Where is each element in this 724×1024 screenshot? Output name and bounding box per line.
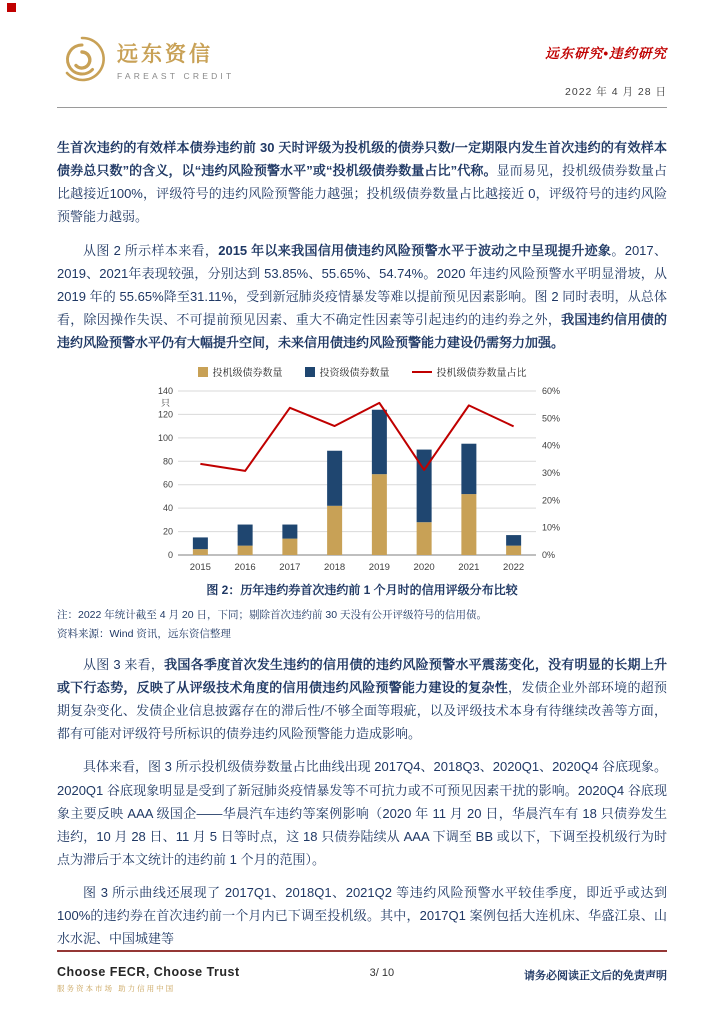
- svg-text:2017: 2017: [279, 562, 301, 574]
- text-run: 具体来看，图 3 所示投机级债券数量占比曲线出现 2017Q4、2018Q3、2020Q1、2020Q4 谷底现象。2020Q1 谷底现象明显是受到了新冠肺炎疫情暴发等不可抗力或不可预见因素干扰的影响。2020Q4 谷底现象主要反映 AAA 级国企——华晨汽车违约等案例影响（2020 年 11 月 20 日，华晨汽车有 18 只债券发生违约，10 月 28 日、11 月 5 日等时点，这 18 只债券陆续从 AAA 下调至 BB 或以下，下调至投机级行为时点为滞后于本文统计的违约前 1 个月的范围）。: [57, 759, 667, 867]
- stacked-bar-line-chart: [142, 381, 582, 577]
- company-logo: [57, 34, 234, 84]
- bar-speculative: [461, 494, 476, 555]
- paragraph: [57, 653, 667, 746]
- paragraph: [57, 755, 667, 871]
- text-run: 从图 3 来看，: [83, 656, 165, 672]
- figure-note-line-2: 资料来源：Wind 资讯，远东资信整理: [57, 627, 231, 640]
- svg-text:100: 100: [157, 432, 173, 443]
- svg-text:0%: 0%: [542, 550, 556, 561]
- body-paragraphs-bottom: [57, 653, 667, 951]
- report-header: [57, 0, 667, 99]
- text-run: 从图 2 所示样本来看，: [83, 242, 219, 258]
- bar-speculative: [193, 549, 208, 555]
- text-run: 生首次违约的有效样本债券违约前 30 天时评级为投机级的债券只数/一定期限内发生首次违约的有效样本债券总只数”的含义，以“违约风险预警水平”或“投机级债券数量占比”代称。: [57, 140, 667, 179]
- svg-text:60: 60: [162, 479, 173, 490]
- svg-text:只: 只: [160, 398, 170, 409]
- legend-item: [412, 364, 527, 379]
- legend-bar-swatch: [198, 367, 208, 377]
- svg-text:0: 0: [167, 550, 173, 561]
- report-date: 2022 年 4 月 28 日: [565, 86, 667, 98]
- bar-investment: [327, 451, 342, 506]
- text-run: 我国违约信用债的违约风险预警水平仍有大幅提升空间，未来信用债违约风险预警能力建设仍需努力加强。: [57, 311, 667, 350]
- legend-item: [198, 364, 283, 379]
- bar-speculative: [327, 506, 342, 555]
- logo-text: [117, 38, 234, 81]
- figure-caption: 图 2：历年违约券首次违约前 1 个月时的信用评级分布比较: [206, 583, 518, 598]
- report-series-title: 远东研究•违约研究: [545, 46, 667, 61]
- bar-speculative: [417, 522, 432, 555]
- bar-investment: [372, 410, 387, 474]
- text-run: ，发债企业外部环境的超预期复杂变化、发债企业信息披露存在的滞后性/不够全面等瑕疵，以及评级技术本身有待继续改善等方面，都有可能对评级符号所标识的债券违约风险预警能力造成影响。: [57, 680, 667, 742]
- text-run: 我国各季度首次发生违约的信用债的违约风险预警水平震荡变化，没有明显的长期上升或下行态势，反映了从评级技术角度的信用债违约风险预警能力建设的复杂性: [57, 656, 667, 695]
- bar-speculative: [372, 474, 387, 555]
- svg-text:2018: 2018: [324, 562, 346, 574]
- bar-speculative: [506, 546, 521, 555]
- footer-disclaimer: 请务必阅读正文后的免责声明: [524, 970, 667, 982]
- text-run: 图 3 所示曲线还展现了 2017Q1、2018Q1、2021Q2 等违约风险预警水平较佳季度，即近乎或达到 100%的违约券在首次违约前一个月内已下调至投机级。其中，2017Q1 案例包括大连机床、华盛江泉、山水水泥、中国城建等: [57, 885, 667, 947]
- footer-divider: [57, 950, 667, 952]
- legend-bar-swatch: [305, 367, 315, 377]
- logo-english-name: FAREAST CREDIT: [117, 70, 235, 81]
- svg-text:2021: 2021: [458, 562, 480, 574]
- page-number: 3/ 10: [369, 967, 395, 979]
- legend-label: 投机级债券数量占比: [436, 368, 527, 380]
- logo-chinese-name: 远东资信: [117, 42, 213, 66]
- text-run: 显而易见，投机级债券数量占比越接近100%，评级符号的违约风险预警能力越强；投机级债券数量占比越接近 0，评级符号的违约风险预警能力越弱。: [57, 163, 667, 225]
- bar-investment: [506, 535, 521, 546]
- report-footer: [57, 965, 667, 994]
- bar-investment: [193, 538, 208, 550]
- header-right: [545, 34, 667, 99]
- chart-wrap: [57, 381, 667, 577]
- logo-swirl-icon: [57, 34, 107, 84]
- body-paragraphs-top: [57, 136, 667, 354]
- bar-investment: [238, 525, 253, 546]
- svg-text:120: 120: [157, 409, 173, 420]
- svg-text:50%: 50%: [542, 413, 561, 424]
- svg-text:2019: 2019: [368, 562, 390, 574]
- svg-text:20: 20: [162, 526, 173, 537]
- footer-slogan: Choose FECR, Choose Trust: [57, 965, 240, 979]
- svg-text:10%: 10%: [542, 522, 561, 533]
- figure-notes: [57, 606, 667, 643]
- text-run: 。2017、2019、2021年表现较强，分别达到 53.85%、55.65%、54.74%。2020 年违约风险预警水平明显滑坡，从 2019 年的 55.65%降至31.11%，受到新冠肺炎疫情暴发等难以提前预见因素影响。图 2 同时表明，从总体看，除因操作失误、不可提前预见因素、重大不确定性因素等引起违约的违约券之外，: [57, 242, 667, 327]
- svg-text:40: 40: [162, 503, 173, 514]
- legend-label: 投机级债券数量: [212, 368, 283, 380]
- bar-investment: [282, 525, 297, 539]
- footer-slogan-block: [57, 965, 240, 994]
- svg-text:40%: 40%: [542, 440, 561, 451]
- svg-text:2016: 2016: [234, 562, 256, 574]
- bar-speculative: [238, 546, 253, 555]
- paragraph: [57, 239, 667, 355]
- svg-text:2015: 2015: [189, 562, 211, 574]
- svg-text:20%: 20%: [542, 495, 561, 506]
- bar-investment: [461, 444, 476, 494]
- footer-slogan-chinese: 服务资本市场 助力信用中国: [57, 984, 176, 993]
- chart-legend: [57, 364, 667, 379]
- paragraph: [57, 881, 667, 950]
- svg-text:2022: 2022: [503, 562, 525, 574]
- svg-text:60%: 60%: [542, 386, 561, 397]
- figure-2-block: [57, 364, 667, 643]
- bar-speculative: [282, 539, 297, 555]
- header-divider: [57, 107, 667, 108]
- svg-text:80: 80: [162, 456, 173, 467]
- legend-line-swatch: [412, 371, 432, 373]
- svg-text:140: 140: [157, 386, 173, 397]
- page-corner-mark: [7, 3, 16, 12]
- figure-note-line-1: 注：2022 年统计截至 4 月 20 日，下同；剔除首次违约前 30 天没有公开评级符号的信用债。: [57, 609, 487, 622]
- paragraph: [57, 136, 667, 229]
- svg-text:2020: 2020: [413, 562, 435, 574]
- legend-item: [305, 364, 390, 379]
- legend-label: 投资级债券数量: [319, 368, 390, 380]
- svg-text:30%: 30%: [542, 468, 561, 479]
- text-run: 2015 年以来我国信用债违约风险预警水平于波动之中呈现提升迹象: [218, 242, 612, 258]
